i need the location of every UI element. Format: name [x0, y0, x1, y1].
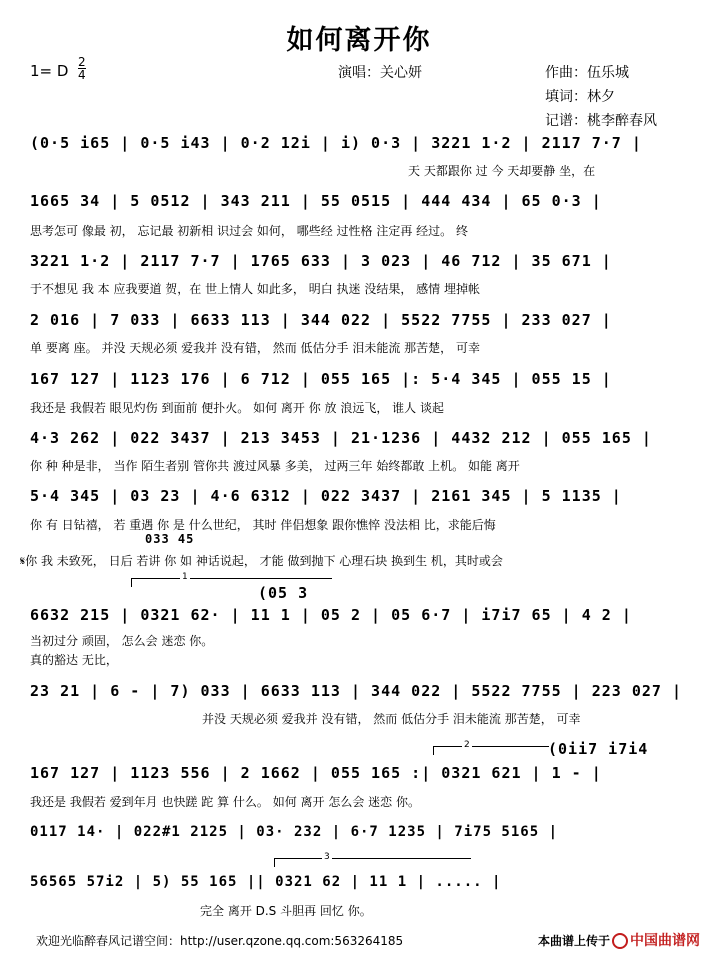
- volta-number-2: 2: [464, 740, 470, 750]
- lyrics-row-1: 天 天都跟你 过 今 天却要静 坐，在: [408, 164, 596, 178]
- lyrics-row-12: 完全 离开 D.S 斗胆再 回忆 你。: [200, 904, 372, 918]
- transcriber-credit: 记谱：桃李醉春风: [545, 113, 657, 129]
- lyrics-row-3: 于不想见 我 本 应我要道 贺，在 世上情人 如此多， 明白 执迷 没结果， 感情 埋掉帐: [30, 282, 480, 296]
- notation-row-2: 1665 34 | 5 0512 | 343 211 | 55 0515 | 444 434 | 65 0·3 |: [30, 192, 602, 210]
- lyrics-row-7b: 𝄋你 我 未致死， 日后 若讲 你 如 神话说起， 才能 做到抛下 心理石块 换到生 机，其时或会: [20, 554, 503, 568]
- notation-row-7: 5·4 345 | 03 23 | 4·6 6312 | 022 3437 | 2161 345 | 5 1135 |: [30, 487, 622, 505]
- alt-notes-row-8: (05 3: [258, 584, 309, 602]
- lyricist-credit: 填词：林夕: [545, 89, 615, 105]
- volta-bracket-2: [433, 746, 549, 755]
- notation-row-6: 4·3 262 | 022 3437 | 213 3453 | 21·1236 | 4432 212 | 055 165 |: [30, 429, 652, 447]
- time-sig-top: 2: [78, 55, 86, 69]
- notation-row-5: 167 127 | 1123 176 | 6 712 | 055 165 |: 5·4 345 | 055 15 |: [30, 370, 612, 388]
- song-title: 如何离开你: [286, 25, 432, 56]
- lyrics-row-8: 当初过分 顽固， 怎么会 迷恋 你。: [30, 634, 214, 648]
- footer-source-note: 欢迎光临醉春风记谱空间：http://user.qzone.qq.com:563264185: [36, 934, 404, 948]
- alt-notes-row-10: (0ii7 i7i4: [548, 740, 649, 758]
- notation-row-1: (0·5 i65 | 0·5 i43 | 0·2 12i | i) 0·3 | 3221 1·2 | 2117 7·7 |: [30, 134, 642, 152]
- lyrics-row-5: 我还是 我假若 眼见灼伤 到面前 便扑火。 如何 离开 你 放 浪远飞， 谁人 谈起: [30, 401, 444, 415]
- lyrics-row-7: 你 有 日钻禧， 若 重遇 你 是 什么世纪， 其时 伴侣想象 跟你憔悴 没法相 比，求能后悔: [30, 518, 496, 532]
- site-logo: [612, 930, 700, 950]
- singer-credit: 演唱：关心妍: [338, 65, 422, 81]
- logo-icon: [612, 933, 628, 949]
- lyrics-row-10: 我还是 我假若 爱到年月 也快蹉 跎 算 什么。 如何 离开 怎么会 迷恋 你。: [30, 795, 420, 809]
- lyrics-row-6: 你 种 种是非， 当作 陌生者别 管你共 渡过风暴 多美， 过两三年 始终都敢 上机。 如能 离开: [30, 459, 520, 473]
- lyrics-row-2: 思考怎可 像最 初， 忘记最 初新相 识过会 如何， 哪些经 过性格 注定再 经过。 终: [30, 224, 468, 238]
- notation-row-8: 6632 215 | 0321 62· | 11 1 | 05 2 | 05 6·7 | i7i7 65 | 4 2 |: [30, 606, 632, 624]
- footer-upload-note: 本曲谱上传于: [538, 934, 611, 948]
- notation-row-10: 167 127 | 1123 556 | 2 1662 | 055 165 :| 0321 621 | 1 - |: [30, 764, 602, 782]
- notation-row-12: 56565 57i2 | 5) 55 165 || 0321 62 | 11 1 | ..... |: [30, 874, 502, 890]
- volta-number-1: 1: [182, 572, 188, 582]
- lyrics-row-9: 并没 天规必须 爱我并 没有错， 然而 低估分手 泪未能流 那苦楚， 可幸: [202, 712, 581, 726]
- volta-bracket-3: [274, 858, 471, 867]
- notation-row-3: 3221 1·2 | 2117 7·7 | 1765 633 | 3 023 | 46 712 | 35 671 |: [30, 252, 612, 270]
- composer-credit: 作曲：伍乐城: [545, 65, 629, 81]
- volta-number-3: 3: [324, 852, 330, 862]
- key-signature: 1= D: [30, 62, 69, 80]
- lyrics-row-4: 单 要离 座。 并没 天规必须 爱我并 没有错， 然而 低估分手 泪未能流 那苦楚， 可幸: [30, 341, 480, 355]
- lyrics-row-8b: 真的豁达 无比，: [30, 653, 118, 667]
- time-signature: [78, 56, 86, 81]
- notation-row-9: 23 21 | 6 - | 7) 033 | 6633 113 | 344 022 | 5522 7755 | 223 027 |: [30, 682, 682, 700]
- notation-row-7b: 033 45: [145, 532, 195, 546]
- time-sig-bottom: 4: [78, 68, 86, 82]
- notation-row-4: 2 016 | 7 033 | 6633 113 | 344 022 | 5522 7755 | 233 027 |: [30, 311, 612, 329]
- notation-row-11: 0117 14· | 022#1 2125 | 03· 232 | 6·7 1235 | 7i75 5165 |: [30, 824, 559, 840]
- logo-text: 中国曲谱网: [630, 933, 700, 949]
